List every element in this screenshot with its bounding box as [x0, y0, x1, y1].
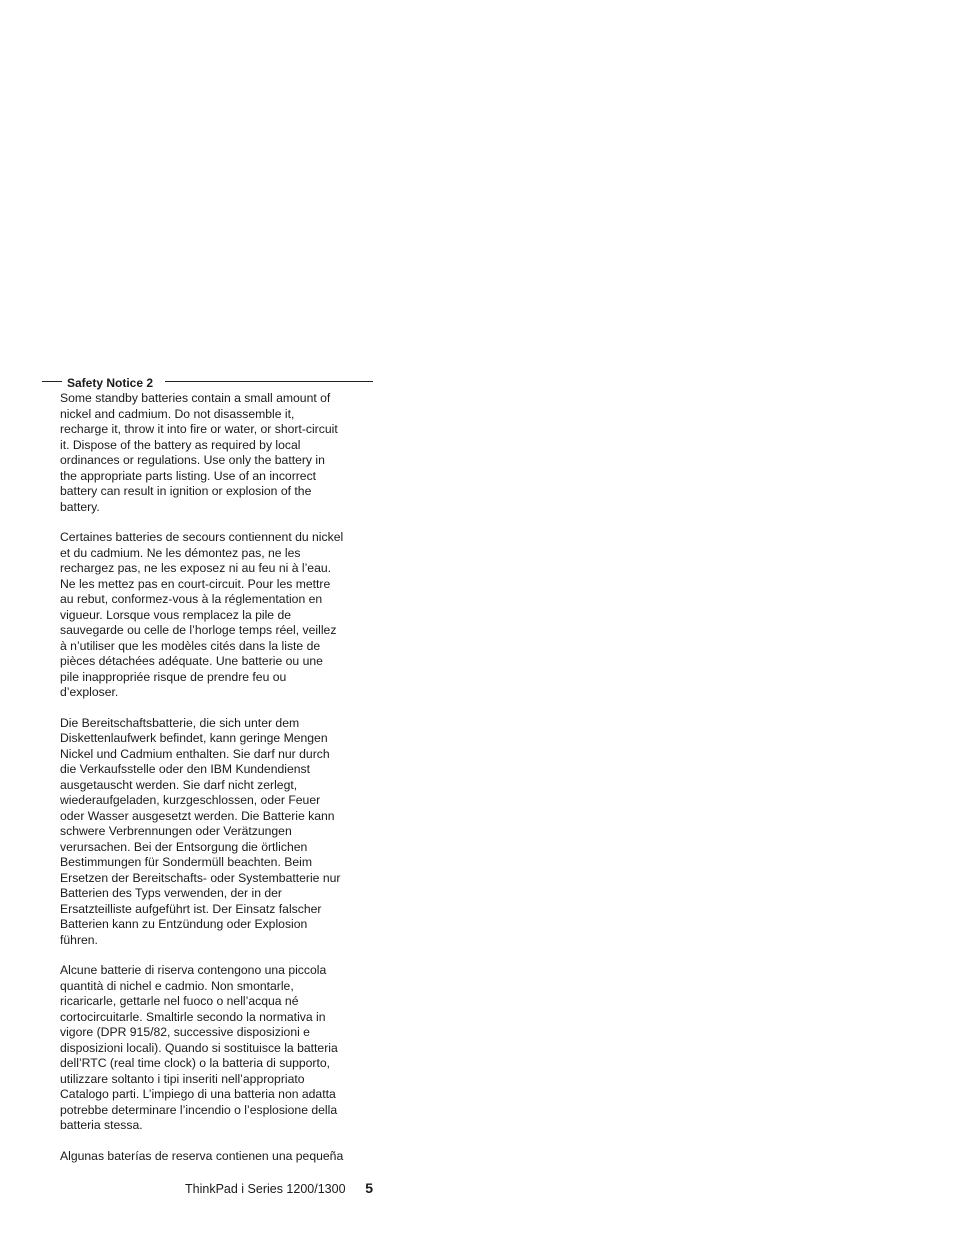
safety-notice-body [60, 391, 358, 1179]
safety-notice-header [42, 374, 373, 392]
page-footer [180, 1180, 376, 1198]
paragraph-english: Some standby batteries contain a small amount of nickel and cadmium. Do not disassemble it, recharge it, throw it into fire or water, or short-circuit it. Dispose of the battery as required by local ordinances or regulations. Use only the battery in the appropriate parts listing. Use of an incorrect battery can result in ignition or explosion of the battery. [60, 391, 338, 514]
paragraph-german: Die Bereitschaftsbatterie, die sich unter dem Diskettenlaufwerk befindet, kann geringe Mengen Nickel und Cadmium enthalten. Sie darf nur durch die Verkaufsstelle oder den IBM Kundendienst ausgetauscht werden. Sie darf nicht zerlegt, wiederaufgeladen, kurzgeschlossen, oder Feuer oder Wasser ausgesetzt werden. Die Batterie kann schwere Verbrennungen oder Verätzungen verursachen. Bei der Entsorgung die örtlichen Bestimmungen für Sondermüll beachten. Beim Ersetzen der Bereitschafts- oder Systembatterie nur Batterien des Typs verwenden, der in der Ersatzteilliste aufgeführt ist. Der Einsatz falscher Batterien kann zu Entzündung oder Explosion führen. [60, 715, 341, 947]
safety-notice-title: Safety Notice 2 [67, 376, 154, 390]
paragraph-italian: Alcune batterie di riserva contengono una piccola quantità di nichel e cadmio. Non smontarle, ricaricarle, gettarle nel fuoco o nell’acqua né cortocircuitarle. Smaltirle secondo la normativa in vigore (DPR 915/82, successive disposizioni e disposizioni locali). Quando si sostituisce la batteria dell’RTC (real time clock) o la batteria di supporto, utilizzare soltanto i tipi inseriti nell’appropriato Catalogo parti. L’impiego di una batteria non adatta potrebbe determinare l’incendio o l’esplosione della batteria stessa. [60, 963, 338, 1132]
paragraph-french: Certaines batteries de secours contiennent du nickel et du cadmium. Ne les démontez pas, ne les rechargez pas, ne les exposez ni au feu ni à l’eau. Ne les mettez pas en court-circuit. Pour les mettre au rebut, conformez-vous à la réglementation en vigueur. Lorsque vous remplacez la pile de sauvegarde ou celle de l’horloge temps réel, veillez à n’utiliser que les modèles cités dans la liste de pièces détachées adéquate. Une batterie ou une pile inappropriée risque de prendre feu ou d’exploser. [60, 530, 344, 699]
header-rule-left [42, 381, 62, 382]
footer-title: ThinkPad i Series 1200/1300 [185, 1182, 346, 1196]
paragraph-spanish: Algunas baterías de reserva contienen una pequeña [60, 1148, 344, 1163]
header-rule-right [165, 381, 373, 382]
page-number: 5 [365, 1180, 373, 1196]
